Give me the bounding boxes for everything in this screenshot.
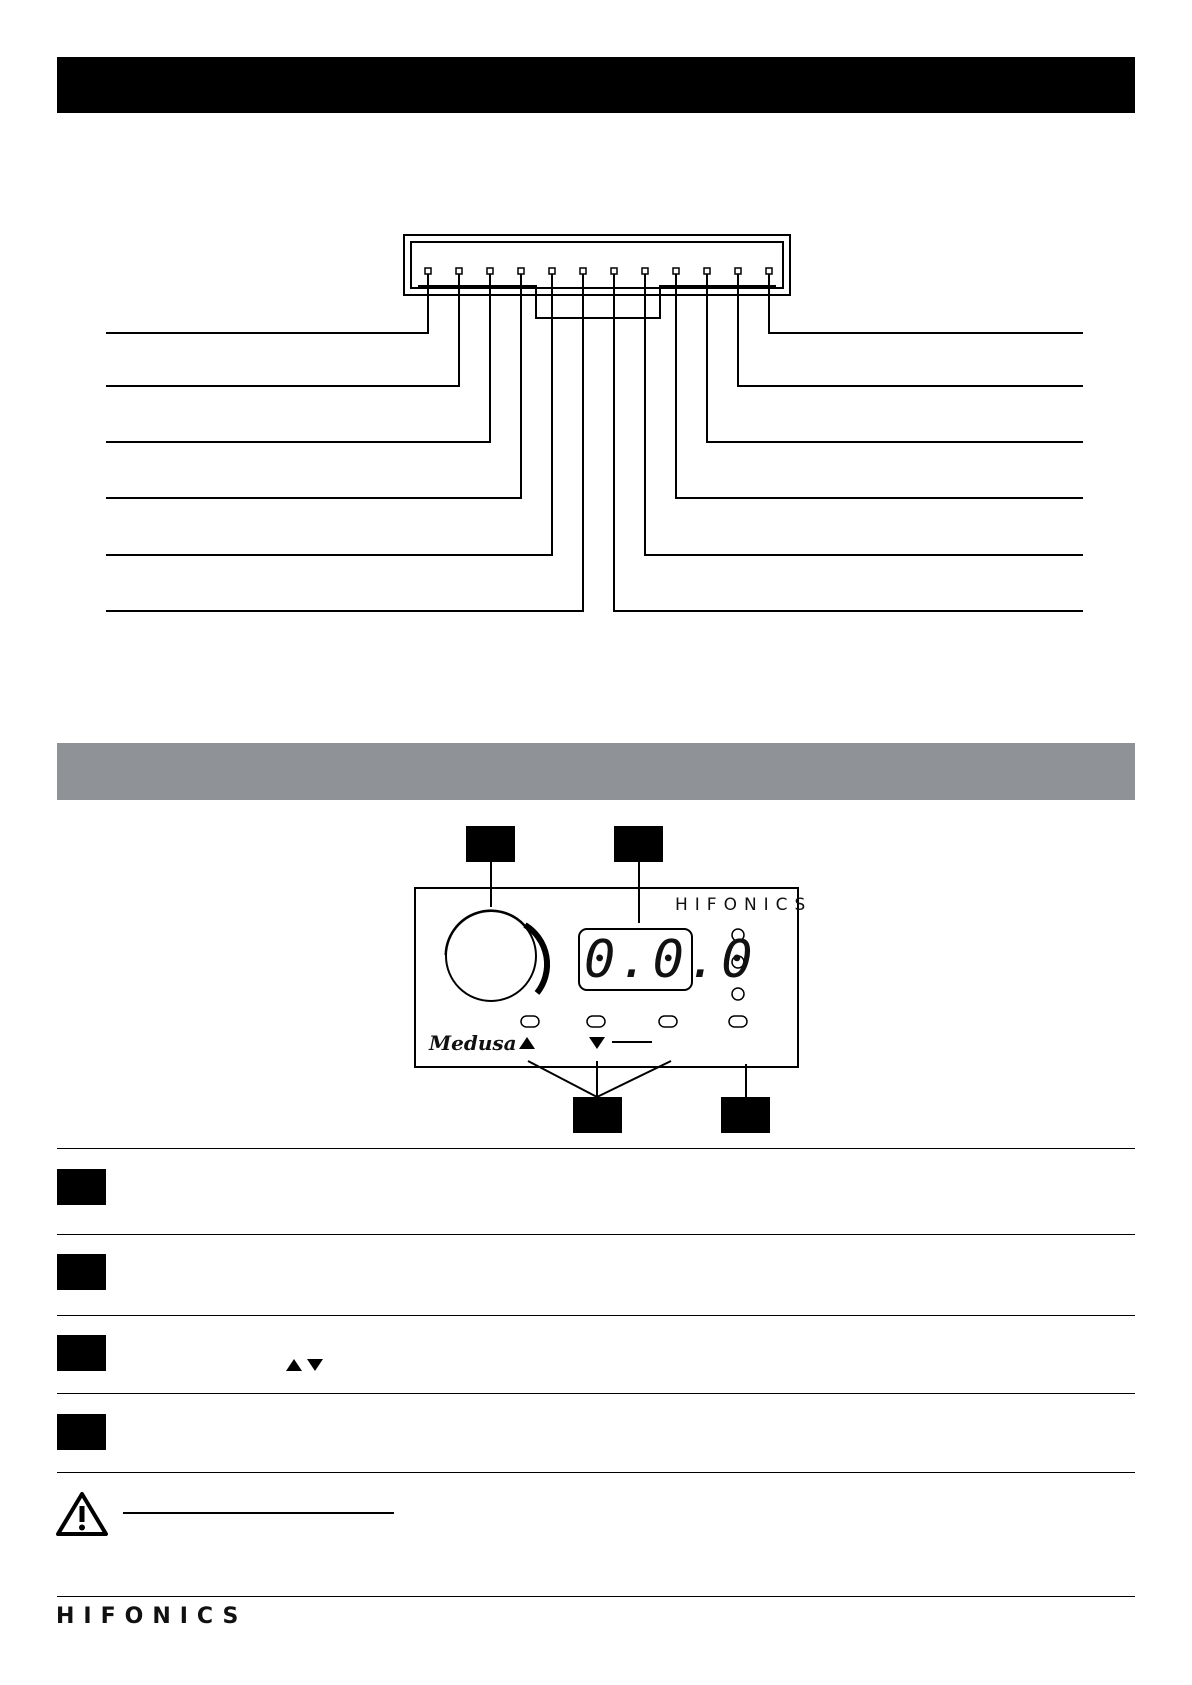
leader-pin-12 xyxy=(769,274,1083,333)
connector-key xyxy=(418,286,776,318)
callout-box-3 xyxy=(573,1097,622,1133)
panel-brand-logo: HIFONICS xyxy=(675,895,813,915)
footer-divider xyxy=(57,1596,1135,1597)
pin-9 xyxy=(673,268,679,274)
volume-knob xyxy=(446,911,536,1001)
row-divider-5 xyxy=(57,1472,1135,1473)
pin-4 xyxy=(518,268,524,274)
pin-1 xyxy=(425,268,431,274)
callout-box-1 xyxy=(466,826,515,862)
section-bar xyxy=(57,743,1135,800)
panel-button-1 xyxy=(521,1016,539,1027)
leader-pin-8 xyxy=(645,274,1083,555)
panel-button-3 xyxy=(659,1016,677,1027)
pin-8 xyxy=(642,268,648,274)
leader-pin-3 xyxy=(106,274,490,442)
pin-3 xyxy=(487,268,493,274)
down-triangle-icon xyxy=(589,1037,605,1049)
row-divider-2 xyxy=(57,1234,1135,1235)
row-divider-4 xyxy=(57,1393,1135,1394)
display-readout: 0.0.0 xyxy=(584,930,756,990)
connector-inner xyxy=(411,242,783,288)
pin-6 xyxy=(580,268,586,274)
warning-underline xyxy=(123,1512,394,1514)
row-badge-2 xyxy=(57,1254,106,1290)
row-badge-3 xyxy=(57,1335,106,1371)
pin-7 xyxy=(611,268,617,274)
connector-pinout-diagram xyxy=(0,0,1192,700)
pin-2 xyxy=(456,268,462,274)
leader-pin-1 xyxy=(106,274,428,333)
panel-button-2 xyxy=(587,1016,605,1027)
up-down-arrows-icon xyxy=(284,1358,326,1372)
callout-box-2 xyxy=(614,826,663,862)
row-badge-4 xyxy=(57,1414,106,1450)
up-triangle-icon xyxy=(519,1037,535,1049)
row-divider-1 xyxy=(57,1148,1135,1149)
pin-11 xyxy=(735,268,741,274)
callout-box-4 xyxy=(721,1097,770,1133)
pin-12 xyxy=(766,268,772,274)
warning-triangle-icon xyxy=(55,1490,109,1538)
footer-brand-logo: HIFONICS xyxy=(56,1604,248,1629)
row-badge-1 xyxy=(57,1169,106,1205)
row-divider-3 xyxy=(57,1315,1135,1316)
panel-script-logo: Medusa xyxy=(429,1031,517,1055)
pin-5 xyxy=(549,268,555,274)
pin-10 xyxy=(704,268,710,274)
panel-button-4 xyxy=(729,1016,747,1027)
leader-pin-5 xyxy=(106,274,552,555)
leader-pin-2 xyxy=(106,274,459,386)
leader-pin-10 xyxy=(707,274,1083,442)
